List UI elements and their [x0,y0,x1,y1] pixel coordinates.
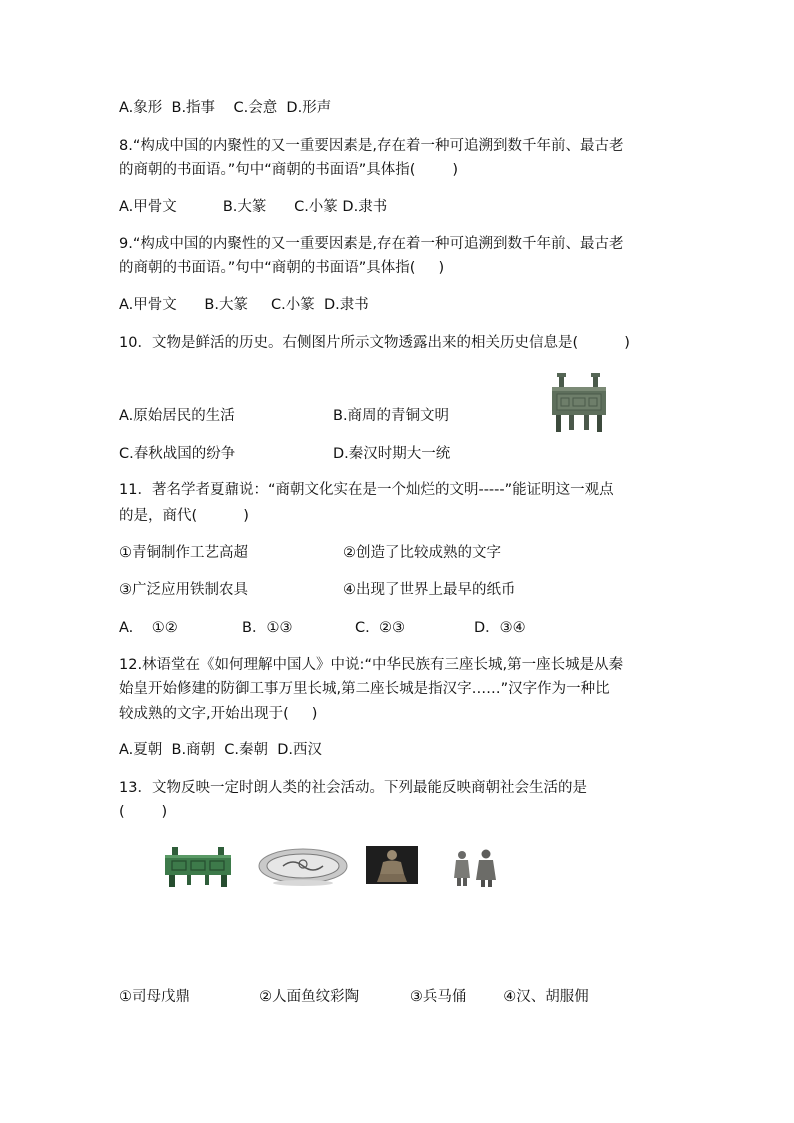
q11-option-c: C. ②③ [355,620,405,636]
q9-options: A.甲骨文 B.大篆 C.小篆 D.隶书 [119,297,369,313]
q12-stem-line1: 12.林语堂在《如何理解中国人》中说:“中华民族有三座长城,第一座长城是从秦 [119,657,624,673]
q11-item-4: ④出现了世界上最早的纸币 [343,582,516,598]
q12-stem-line2: 始皇开始修建的防御工事万里长城,第二座长城是指汉字……”汉字作为一种比 [119,681,610,697]
q13-stem-line1: 13．文物反映一定时朗人类的社会活动。下列最能反映商朝社会生活的是 [119,780,587,796]
q11-option-a: A. ①② [119,620,178,636]
simuwu-ding-image [162,846,234,888]
q10-option-d: D.秦汉时期大一统 [333,446,451,462]
square-ding-image [547,372,611,434]
q8-stem-line2: 的商朝的书面语。”句中“商朝的书面语”具体指( ) [119,162,458,178]
pottery-basin-image [258,846,348,888]
q12-options: A.夏朝 B.商朝 C.秦朝 D.西汉 [119,742,322,758]
q11-option-d: D．③④ [474,620,526,636]
q11-stem-line2: 的是，商代( ) [119,508,249,524]
q9-stem-line1: 9.“构成中国的内聚性的又一重要因素是,存在着一种可追溯到数千年前、最古老 [119,236,624,252]
q13-stem-line2: ( ) [119,804,168,820]
figurines-image [448,846,500,888]
q13-captions: ①司母戊鼎 ②人面鱼纹彩陶 ③兵马俑 ④汉、胡服佣 [119,989,589,1005]
q11-item-1: ①青铜制作工艺高超 [119,545,248,561]
q8-stem-line1: 8.“构成中国的内聚性的又一重要因素是,存在着一种可追溯到数千年前、最古老 [119,138,624,154]
q11-stem-line1: 11．著名学者夏鼐说：“商朝文化实在是一个灿烂的文明--‐--”能证明这一观点 [119,482,614,498]
q10-option-c: C.春秋战国的纷争 [119,446,236,462]
q9-stem-line2: 的商朝的书面语。”句中“商朝的书面语”具体指( ) [119,260,445,276]
q8-options: A.甲骨文 B.大篆 C.小篆 D.隶书 [119,199,388,215]
q10-option-a: A.原始居民的生活 [119,408,235,424]
q10-option-b: B.商周的青铜文明 [333,408,450,424]
q11-item-3: ③广泛应用铁制农具 [119,582,248,598]
terracotta-warrior-image [366,846,418,884]
q11-item-2: ②创造了比较成熟的文字 [343,545,501,561]
q11-option-b: B．①③ [242,620,293,636]
q12-stem-line3: 较成熟的文字,开始出现于( ) [119,706,318,722]
q7-options: A.象形 B.指事 C.会意 D.形声 [119,100,332,116]
q10-stem: 10．文物是鲜活的历史。右侧图片所示文物透露出来的相关历史信息是( ) [119,335,630,351]
